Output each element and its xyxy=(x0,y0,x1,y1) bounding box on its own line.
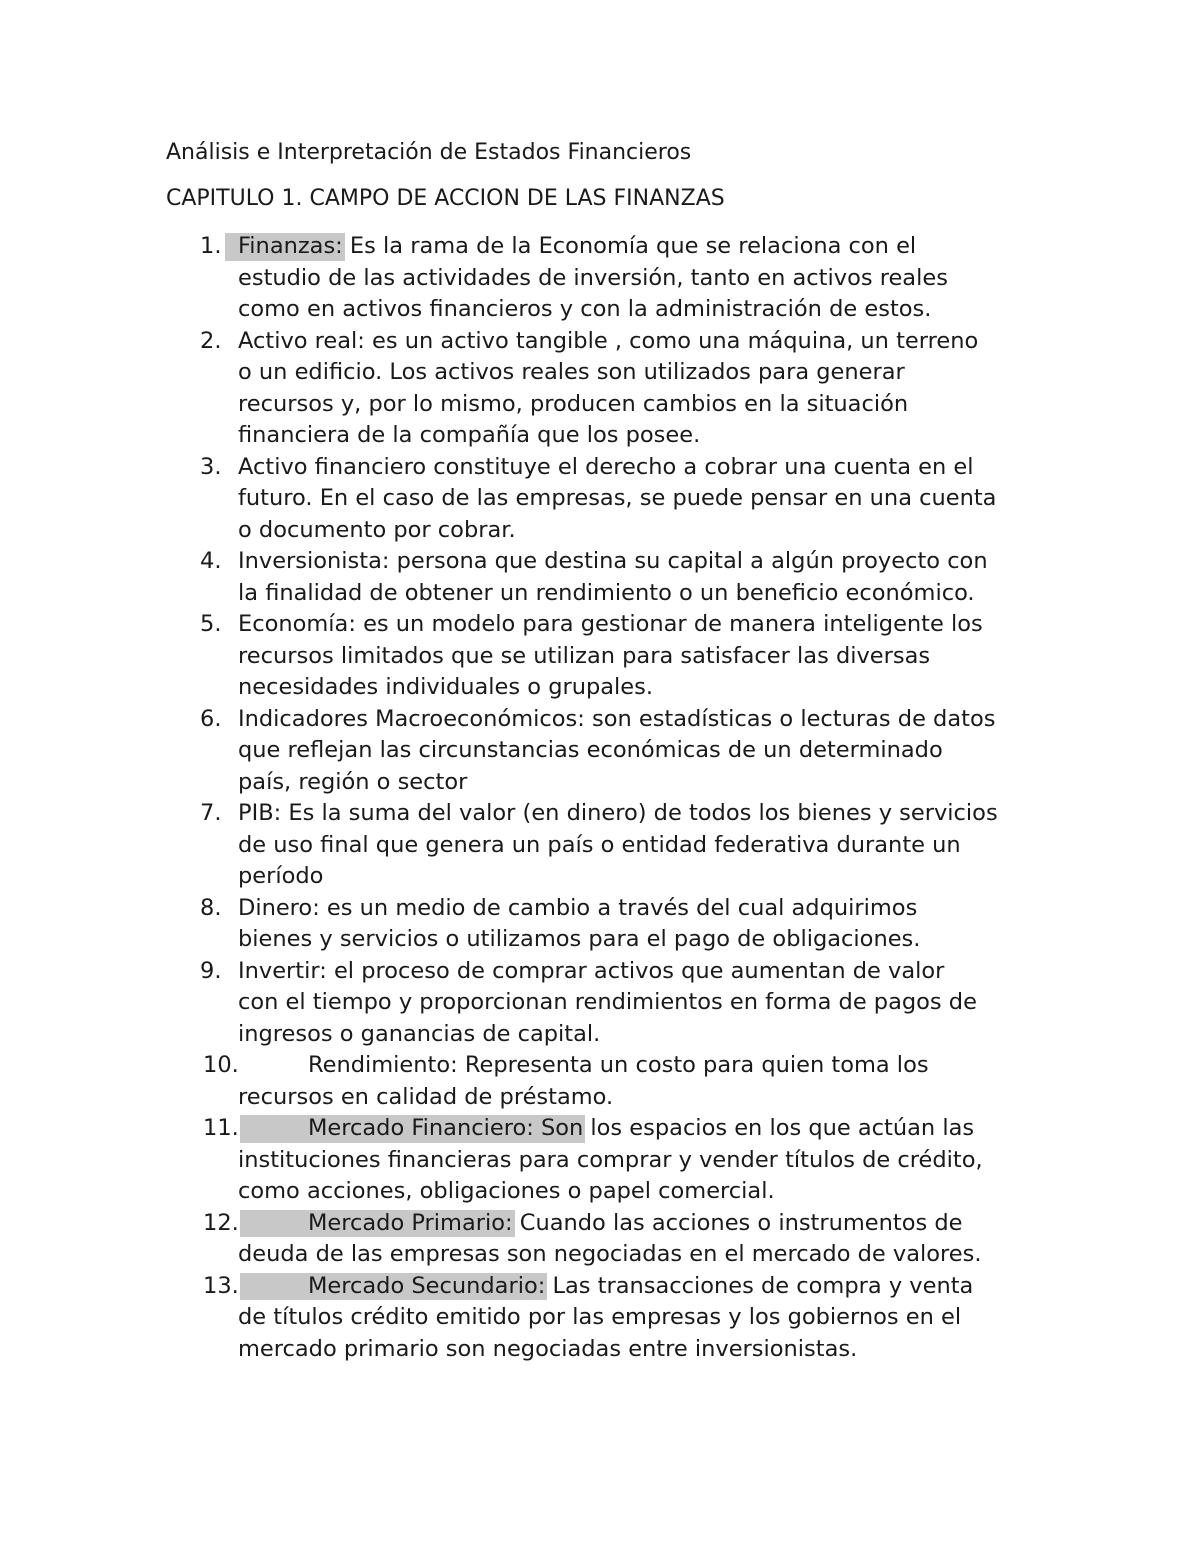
list-item-text-line: o documento por cobrar. xyxy=(238,516,516,543)
list-item-number: 11. xyxy=(203,1115,239,1141)
chapter-heading: CAPITULO 1. CAMPO DE ACCION DE LAS FINANZAS xyxy=(166,186,725,211)
list-item-text-line: como en activos financieros y con la administración de estos. xyxy=(238,296,932,322)
list-item-text-line: de uso final que genera un país o entidad federativa durante un xyxy=(238,831,961,858)
list-item-text-line: Activo real: es un activo tangible , como una máquina, un terreno xyxy=(238,327,979,354)
list-item-text-line: Economía: es un modelo para gestionar de manera inteligente los xyxy=(238,611,983,637)
list-item-text-line: Invertir: el proceso de comprar activos que aumentan de valor xyxy=(238,957,945,984)
list-item-text-line: Finanzas: Es la rama de la Economía que se relaciona con el xyxy=(238,233,917,259)
list-item-number: 1. xyxy=(200,233,222,259)
list-item-text-line: necesidades individuales o grupales. xyxy=(238,674,654,700)
list-item-text-line: mercado primario son negociadas entre inversionistas. xyxy=(238,1335,858,1362)
list-item-text-line: la finalidad de obtener un rendimiento o un beneficio económico. xyxy=(238,579,975,606)
list-item-text-line: instituciones financieras para comprar y vender títulos de crédito, xyxy=(238,1146,983,1173)
list-item-text-line: PIB: Es la suma del valor (en dinero) de todos los bienes y servicios xyxy=(238,800,998,826)
list-item-text-line: Mercado Primario: Cuando las acciones o instrumentos de xyxy=(308,1209,963,1236)
list-item-text-line: Activo financiero constituye el derecho a cobrar una cuenta en el xyxy=(238,453,974,480)
list-item-text-line: Mercado Secundario: Las transacciones de compra y venta xyxy=(308,1272,974,1299)
list-item-text-line: estudio de las actividades de inversión, tanto en activos reales xyxy=(238,264,948,291)
list-item-text-line: Mercado Financiero: Son los espacios en los que actúan las xyxy=(308,1115,975,1141)
list-item-text-line: futuro. En el caso de las empresas, se puede pensar en una cuenta xyxy=(238,485,997,511)
list-item-text-line: recursos limitados que se utilizan para satisfacer las diversas xyxy=(238,642,931,669)
list-item-number: 3. xyxy=(200,453,222,480)
list-item-text-line: deuda de las empresas son negociadas en el mercado de valores. xyxy=(238,1241,982,1267)
list-item-number: 7. xyxy=(200,800,222,826)
list-item-number: 10. xyxy=(203,1052,239,1078)
list-item-text-line: que reflejan las circunstancias económicas de un determinado xyxy=(238,737,943,763)
list-item-text-line: Inversionista: persona que destina su capital a algún proyecto con xyxy=(238,548,988,574)
list-item-text-line: bienes y servicios o utilizamos para el pago de obligaciones. xyxy=(238,926,921,952)
list-item-number: 8. xyxy=(200,894,222,921)
document-title: Análisis e Interpretación de Estados Financieros xyxy=(166,140,692,165)
list-item-number: 5. xyxy=(200,611,222,637)
list-item-text-line: de títulos crédito emitido por las empresas y los gobiernos en el xyxy=(238,1304,962,1330)
list-item-text-line: Rendimiento: Representa un costo para quien toma los xyxy=(308,1052,929,1078)
list-item-text-line: país, región o sector xyxy=(238,768,468,795)
list-item-number: 2. xyxy=(200,327,222,354)
list-item-text-line: como acciones, obligaciones o papel comercial. xyxy=(238,1178,775,1204)
list-item-text-line: recursos y, por lo mismo, producen cambios en la situación xyxy=(238,390,909,417)
list-item-number: 4. xyxy=(200,548,222,574)
list-item-text-line: período xyxy=(238,863,324,889)
list-item-number: 12. xyxy=(203,1209,239,1236)
list-item-text-line: ingresos o ganancias de capital. xyxy=(238,1020,601,1047)
list-item-text-line: Indicadores Macroeconómicos: son estadísticas o lecturas de datos xyxy=(238,705,996,732)
list-item-number: 6. xyxy=(200,705,222,732)
list-item-text-line: financiera de la compañía que los posee. xyxy=(238,422,701,448)
list-item-number: 13. xyxy=(203,1272,239,1299)
list-item-text-line: recursos en calidad de préstamo. xyxy=(238,1083,614,1110)
list-item-number: 9. xyxy=(200,957,222,984)
list-item-text-line: Dinero: es un medio de cambio a través del cual adquirimos xyxy=(238,894,918,921)
list-item-text-line: o un edificio. Los activos reales son utilizados para generar xyxy=(238,359,905,385)
list-item-text-line: con el tiempo y proporcionan rendimientos en forma de pagos de xyxy=(238,989,977,1015)
